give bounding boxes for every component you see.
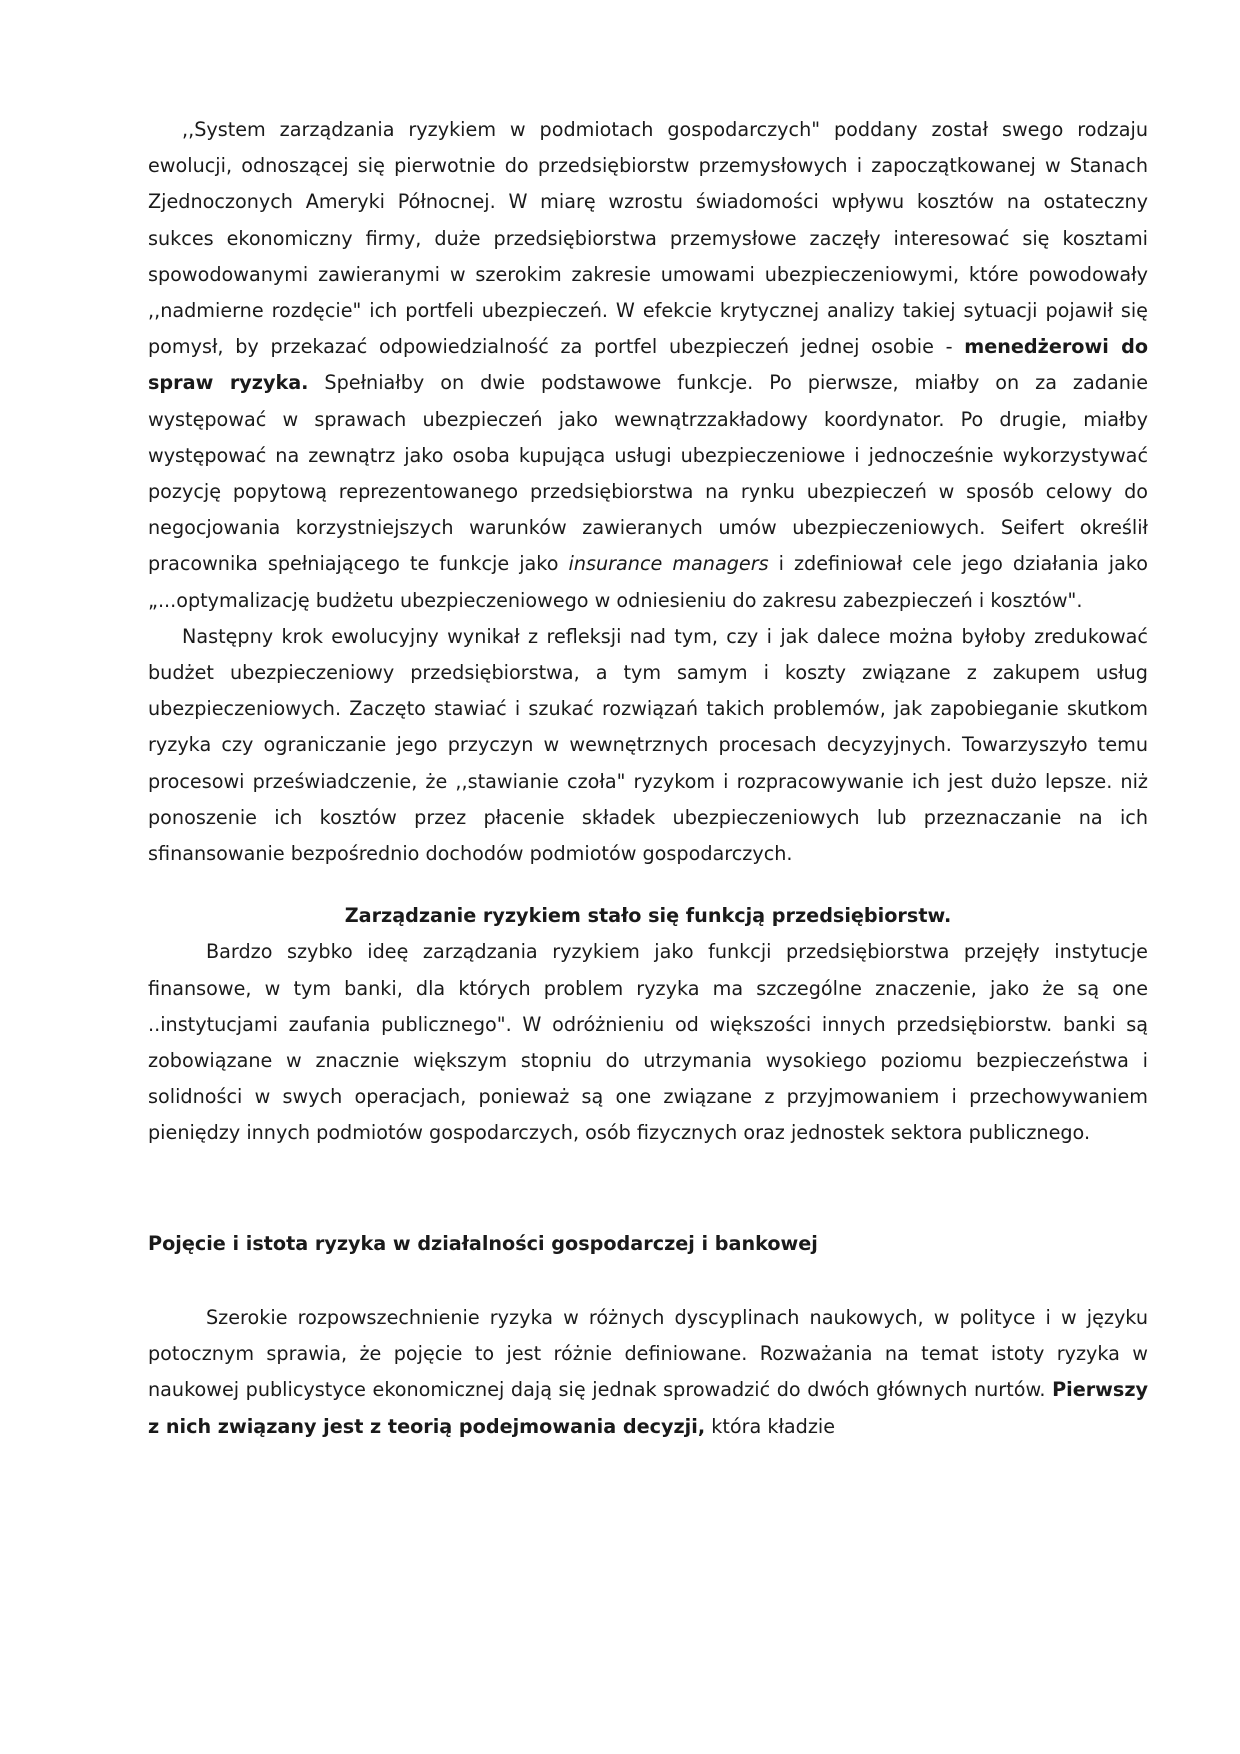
- chapter-heading: Pojęcie i istota ryzyka w działalności gospodarczej i bankowej: [148, 1231, 818, 1255]
- insurance-managers-term: insurance managers: [568, 552, 769, 576]
- paragraph-4-text-a: Szerokie rozpowszechnienie ryzyka w różnych dyscyplinach naukowych, w polityce i w języku potocznym sprawia, że pojęcie to jest różnie definiowane. Rozważania na temat istoty ryzyka w naukowej publicystyce ekonomicznej dają się jednak sprowadzić do dwóch głównych nurtów.: [148, 1305, 1148, 1402]
- paragraph-4-text-b: która kładzie: [705, 1414, 836, 1438]
- paragraph-risk-management-evolution: [148, 112, 1148, 619]
- paragraph-banks-risk: Bardzo szybko ideę zarządzania ryzykiem jako funkcji przedsiębiorstwa przejęły instytucje finansowe, w tym banki, dla których problem ryzyka ma szczególne znaczenie, jako że są one ..instytucjami zaufania publicznego". W odróżnieniu od większości innych przedsiębiorstw. banki są zobowiązane w znacznie większym stopniu do utrzymania wysokiego poziomu bezpieczeństwa i solidności w swych operacjach, ponieważ są one związane z przyjmowaniem i przechowywaniem pieniędzy innych podmiotów gospodarczych, osób fizycznych oraz jednostek sektora publicznego.: [148, 940, 1148, 1145]
- spacer: [148, 1262, 1148, 1300]
- spacer: [148, 872, 1148, 898]
- document-page: [148, 112, 1148, 1445]
- paragraph-next-evolution-step: Następny krok ewolucyjny wynikał z refleksji nad tym, czy i jak dalece można byłoby zredukować budżet ubezpieczeniowy przedsiębiorstwa, a tym samym i koszty związane z zakupem usług ubezpieczeniowych. Zaczęto stawiać i szukać rozwiązań takich problemów, jak zapobieganie skutkom ryzyka czy ograniczanie jego przyczyn w wewnętrznych procesach decyzyjnych. Towarzyszyło temu procesowi przeświadczenie, że ,,stawianie czoła" ryzykom i rozpracowywanie ich jest dużo lepsze. niż ponoszenie ich kosztów przez płacenie składek ubezpieczeniowych lub przeznaczanie na ich sfinansowanie bezpośrednio dochodów podmiotów gospodarczych.: [148, 624, 1148, 866]
- decision-theory-phrase: Pierwszy z nich związany jest z teorią podejmowania decyzji,: [148, 1378, 1148, 1438]
- paragraph-1-text-a: ,,System zarządzania ryzykiem w podmiotach gospodarczych" poddany został swego rodzaju ewolucji, odnoszącej się pierwotnie do przedsiębiorstw przemysłowych i zapoczątkowanej w Stanach Zjednoczonych Ameryki Północnej. W miarę wzrostu świadomości wpływu kosztów na ostateczny sukces ekonomiczny firmy, duże przedsiębiorstwa przemysłowe zaczęły interesować się kosztami spowodowanymi zawieranymi w szerokim zakresie umowami ubezpieczeniowymi, które powodowały ,,nadmierne rozdęcie" ich portfeli ubezpieczeń. W efekcie krytycznej analizy takiej sytuacji pojawił się pomysł, by przekazać odpowiedzialność za portfel ubezpieczeń jednej osobie -: [148, 118, 1148, 359]
- spacer: [148, 1152, 1148, 1226]
- risk-manager-term: menedżerowi do spraw ryzyka.: [148, 335, 1148, 395]
- paragraph-risk-definition: [148, 1300, 1148, 1445]
- paragraph-1-text-b: Spełniałby on dwie podstawowe funkcje. Po pierwsze, miałby on za zadanie występować w sprawach ubezpieczeń jako wewnątrzzakładowy koordynator. Po drugie, miałby występować na zewnątrz jako osoba kupująca usługi ubezpieczeniowe i jednocześnie wykorzystywać pozycję popytową reprezentowanego przedsiębiorstwa na rynku ubezpieczeń w sposób celowy do negocjowania korzystniejszych warunków zawieranych umów ubezpieczeniowych. Seifert określił pracownika spełniającego te funkcje jako: [148, 371, 1148, 576]
- section-title: Zarządzanie ryzykiem stało się funkcją przedsiębiorstw.: [344, 904, 952, 928]
- paragraph-1-text-c: i zdefiniował cele jego działania jako „...optymalizację budżetu ubezpieczeniowego w odniesieniu do zakresu zabezpieczeń i kosztów".: [148, 552, 1148, 612]
